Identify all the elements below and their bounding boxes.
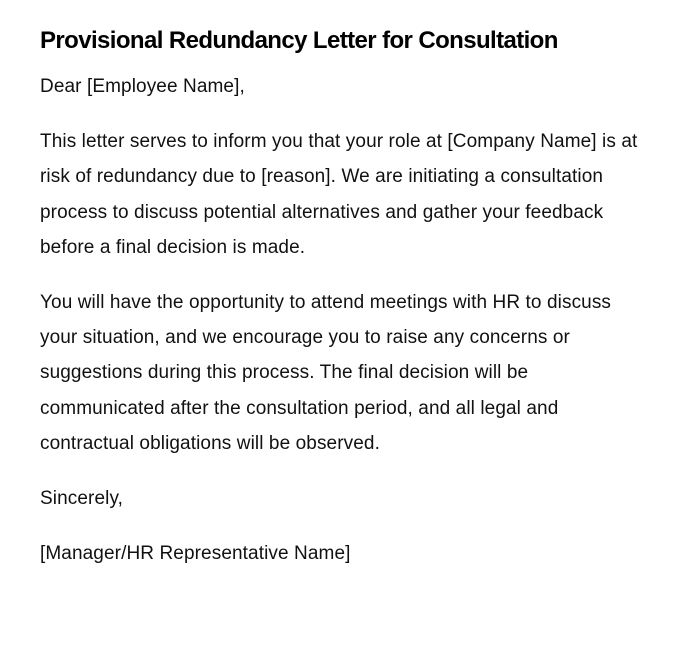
body-paragraph-2: You will have the opportunity to attend meetings with HR to discuss your situation, and we encourage you to raise any concerns or suggestions during this process. The final decision will be communicated after the consultation period, and all legal and contractual obligations will be observed. [40,292,612,454]
salutation: Dear [Employee Name], [40,76,245,97]
letter-document [40,24,650,571]
signature: [Manager/HR Representative Name] [40,543,351,565]
body-paragraph-1: This letter serves to inform you that your role at [Company Name] is at risk of redundancy due to [reason]. We are initiating a consultation process to discuss potential alternatives and gather your feedback before a final decision is made. [40,131,638,258]
closing: Sincerely, [40,488,124,510]
letter-title: Provisional Redundancy Letter for Consultation [40,27,558,54]
